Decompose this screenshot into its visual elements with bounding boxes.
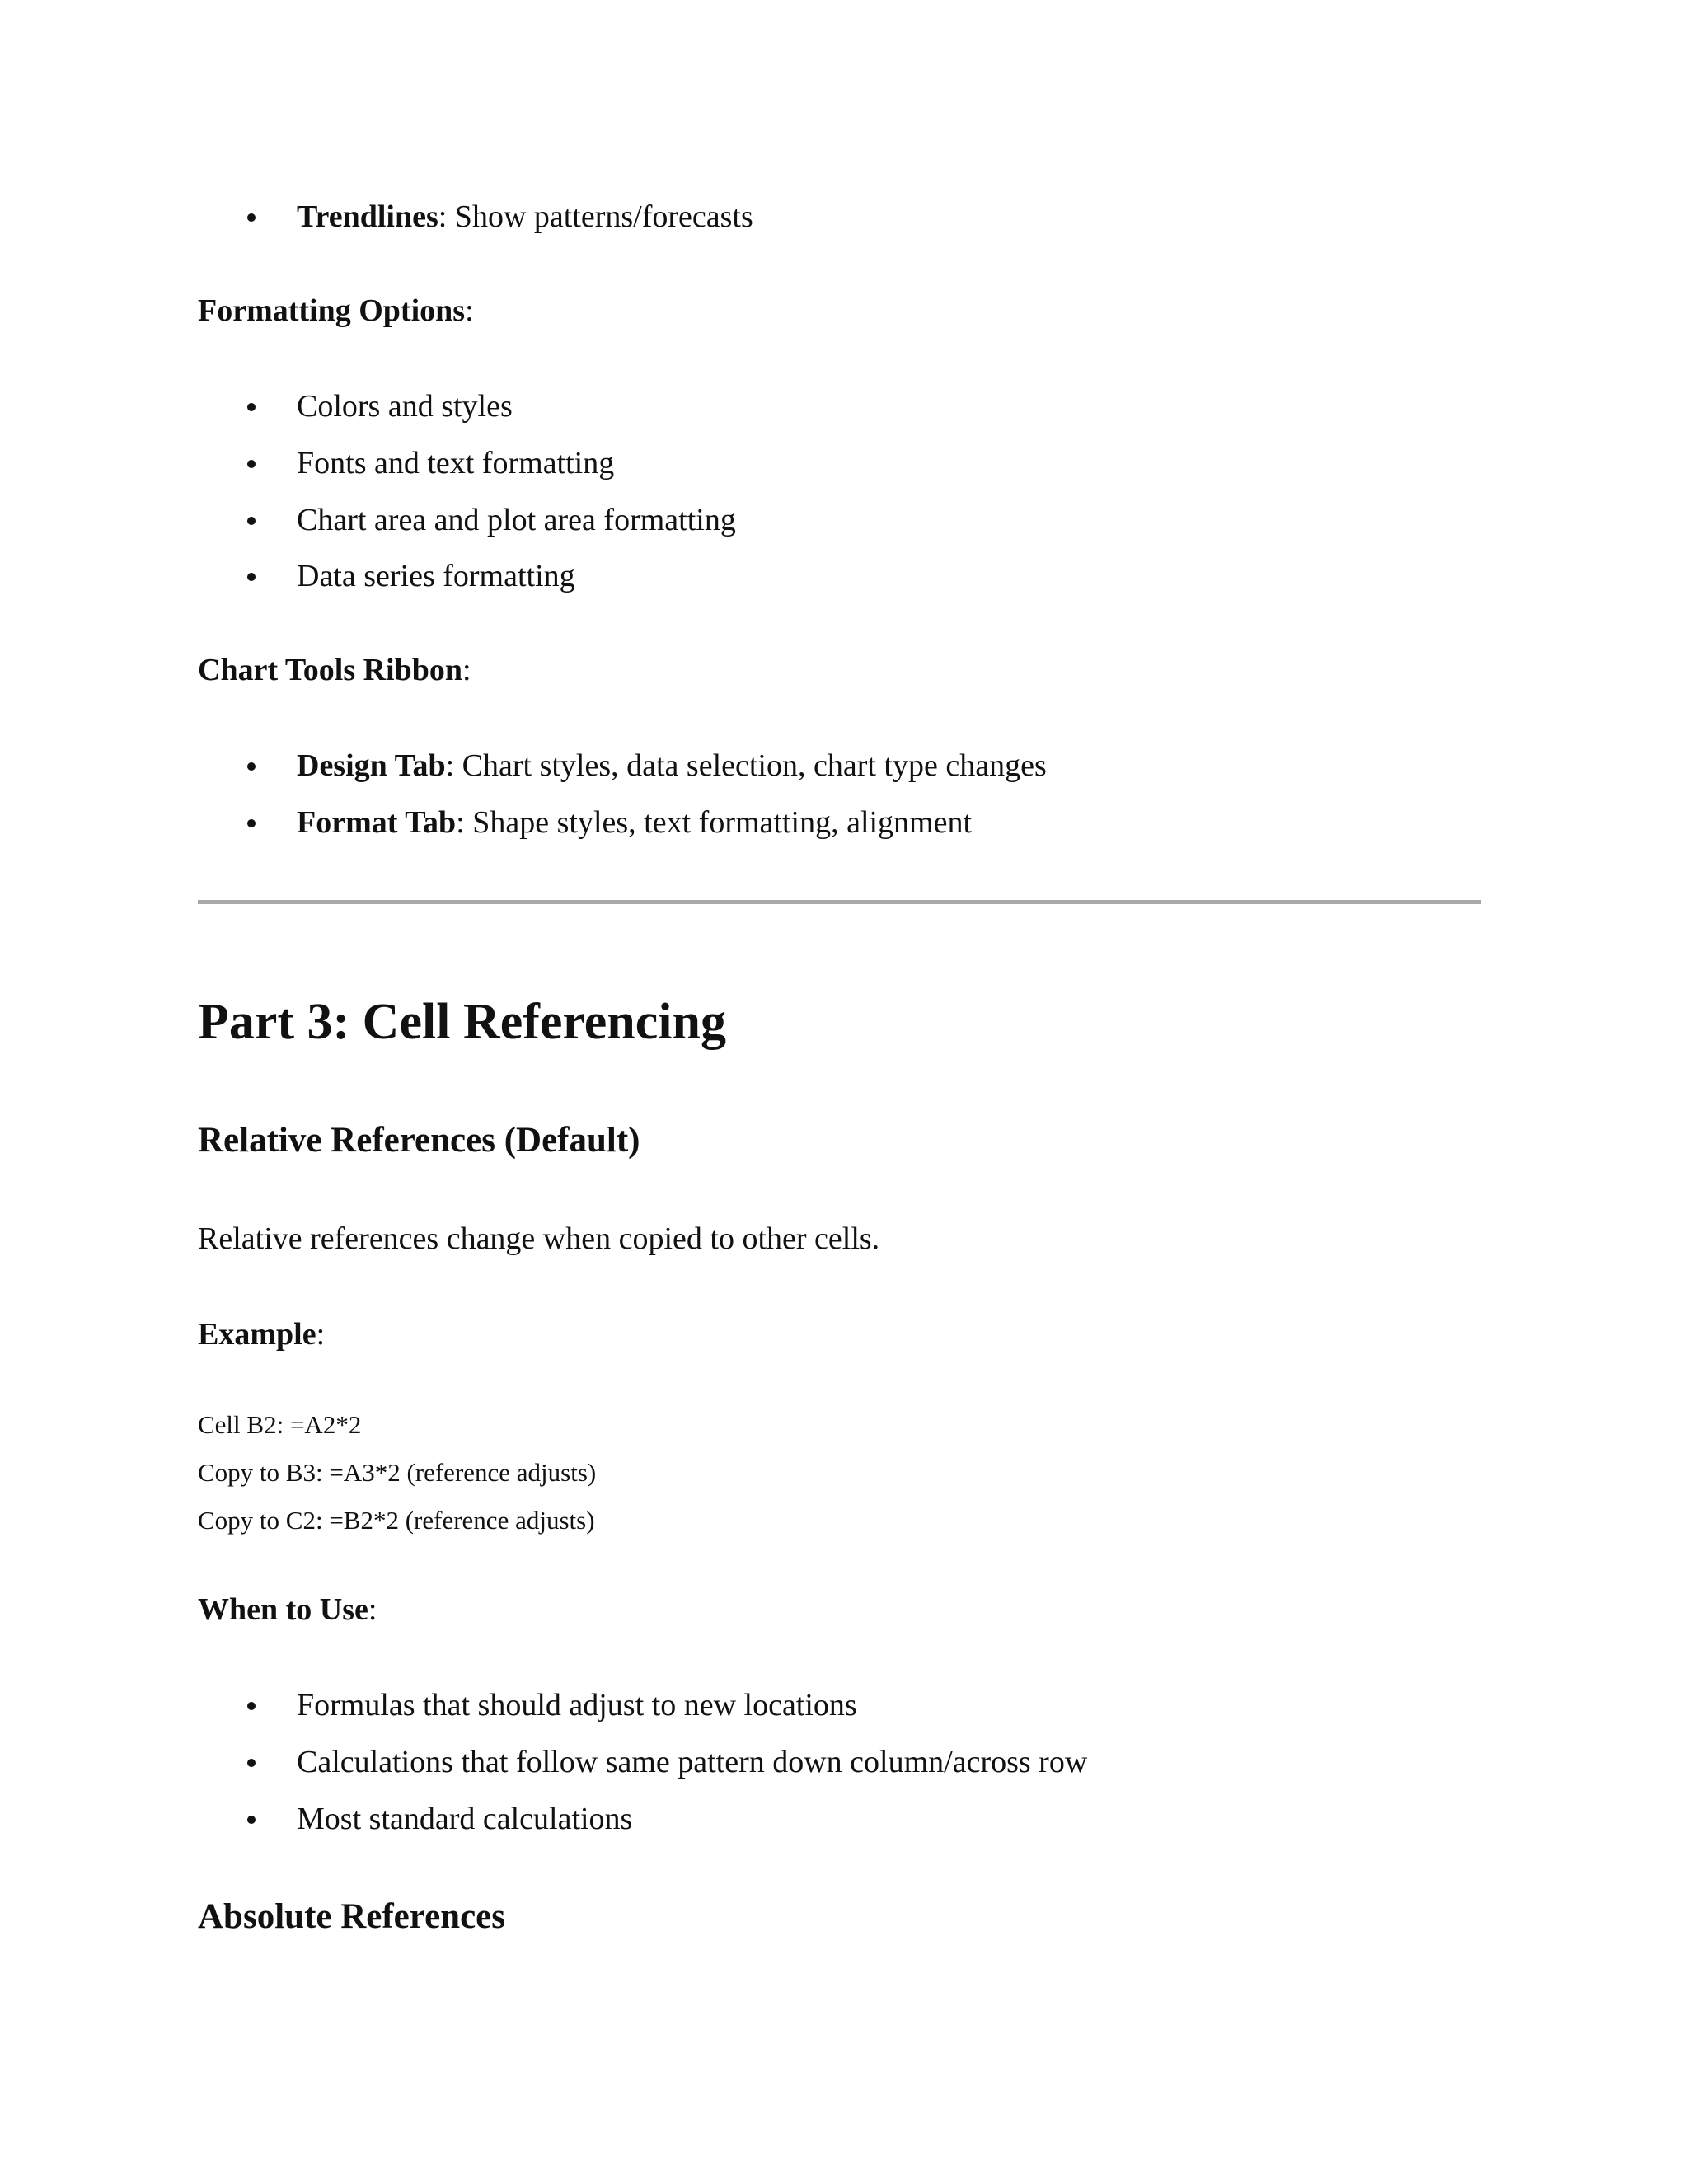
section-title: Part 3: Cell Referencing [198,994,727,1050]
list-item-term: Format Tab [297,805,457,840]
bullet-icon [247,1702,256,1710]
list-item-text: : Chart styles, data selection, chart type changes [445,748,1047,783]
bullet-icon [247,460,256,468]
bullet-icon [247,213,256,222]
chart-tools-heading: Chart Tools Ribbon: [198,653,471,687]
subsection-heading-relative: Relative References (Default) [198,1121,640,1160]
bullet-icon [247,762,256,771]
bullet-icon [247,1759,256,1767]
paragraph: Relative references change when copied to other cells. [198,1221,880,1256]
bullet-icon [247,517,256,525]
subsection-heading-absolute: Absolute References [198,1897,505,1936]
code-line: Copy to C2: =B2*2 (reference adjusts) [198,1506,595,1535]
list-item-term: Trendlines [297,199,438,234]
bullet-icon [247,403,256,411]
bullet-icon [247,573,256,581]
bullet-icon [247,1816,256,1824]
document-page: Trendlines: Show patterns/forecasts Formatting Options: Colors and styles Fonts and text formatting Chart area and plot area formatting Data series formatting Chart Tools Ribbon: Design Tab: Chart styles, data selection, chart type changes Format Tab: Shape styles, text formatting, alignment Part 3: Cell Referencing Relative References (Default) Relative references change when copied to other cells. Example: Cell B2: =A2*2 Copy to B3: =A3*2 (reference adjusts) Copy to C2: =B2*2 (reference adjusts) When to Use: Formulas that should adjust to new locations Calculations that follow same pattern down column/across row Most standard calculations Absolute References [0,0,1688,2184]
list-item-text: : Shape styles, text formatting, alignment [456,805,973,840]
code-line: Cell B2: =A2*2 [198,1410,362,1439]
list-item-term: Design Tab [297,748,446,783]
formatting-options-heading: Formatting Options: [198,293,474,328]
horizontal-divider [198,900,1481,904]
when-to-use-label: When to Use: [198,1592,377,1627]
list-item-text: : Show patterns/forecasts [438,199,753,234]
bullet-icon [247,819,256,827]
example-label: Example: [198,1317,326,1352]
code-line: Copy to B3: =A3*2 (reference adjusts) [198,1458,597,1487]
